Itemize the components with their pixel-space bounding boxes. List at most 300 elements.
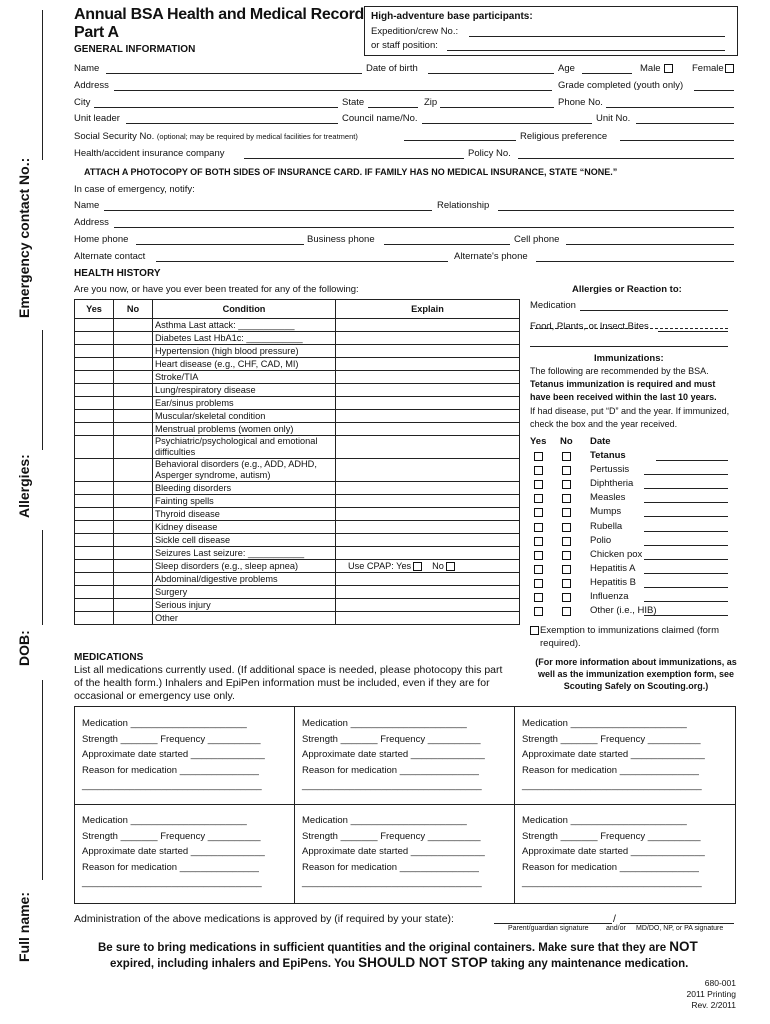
health-yes-cell[interactable] [75,459,114,482]
health-explain-cell[interactable] [336,459,520,482]
reason-label: Reason for medication [82,861,178,873]
male-label: Male [640,63,661,74]
imm-no-checkbox[interactable] [562,480,571,489]
emergency-name-field[interactable] [104,210,432,211]
frequency-field[interactable]: __________ [207,733,261,745]
alt-phone-field[interactable] [536,261,734,262]
approx-date-field[interactable]: ______________ [630,749,705,760]
frequency-field[interactable]: __________ [427,830,481,842]
imm-no-checkbox[interactable] [562,551,571,560]
imm-no-checkbox[interactable] [562,593,571,602]
reason-field[interactable]: _______________ [619,764,699,776]
reason-field-2[interactable]: __________________________________ [302,877,482,888]
medication-field[interactable]: ______________________ [130,815,247,826]
health-row [75,332,520,345]
strength-label: Strength [82,830,118,842]
immunizations-bold-1: Tetanus immunization is required and must [530,379,716,389]
strength-field[interactable]: _______ [340,830,378,842]
emergency-contact-line[interactable] [42,10,43,160]
health-yes-cell[interactable] [75,534,114,547]
strength-label: Strength [302,733,338,745]
imm-date-field[interactable] [644,559,728,560]
alt-phone-label: Alternate's phone [454,251,528,262]
imm-date-field[interactable] [656,460,728,461]
medication-field[interactable]: ______________________ [350,815,467,826]
health-yes-cell[interactable] [75,521,114,534]
health-explain-cell[interactable] [336,436,520,459]
age-field[interactable] [582,73,632,74]
health-row [75,319,520,332]
md-signature-field[interactable] [620,923,734,924]
health-no-cell[interactable] [114,547,153,560]
health-explain-cell[interactable] [336,410,520,423]
imm-col-yes: Yes [530,436,547,447]
health-yes-cell[interactable] [75,573,114,586]
insurance-notice: ATTACH A PHOTOCOPY OF BOTH SIDES OF INSURANCE CARD. IF FAMILY HAS NO MEDICAL INSURANCE, STATE “NONE.” [84,167,618,177]
health-explain-cell[interactable] [336,521,520,534]
health-row [75,410,520,423]
health-row [75,521,520,534]
health-yes-cell[interactable] [75,423,114,436]
exemption-checkbox[interactable] [530,626,539,635]
frequency-label: Frequency [160,830,206,842]
imm-name: Mumps [590,506,622,518]
exemption-label: Exemption to immunizations claimed (form required). [540,625,719,649]
address-field[interactable] [114,90,552,91]
allergies-line[interactable] [42,330,43,450]
zip-field[interactable] [440,107,554,108]
female-label: Female [692,63,724,74]
health-yes-cell[interactable] [75,436,114,459]
strength-label: Strength [522,830,558,842]
sidebar [16,0,42,1024]
imm-date-field[interactable] [644,474,728,475]
imm-no-checkbox[interactable] [562,508,571,517]
female-checkbox[interactable] [725,64,734,73]
allergy-medication-label: Medication [530,300,576,311]
reason-field-2[interactable]: __________________________________ [522,877,702,888]
imm-yes-checkbox[interactable] [534,508,543,517]
reason-field-2[interactable]: __________________________________ [82,877,262,888]
imm-no-checkbox[interactable] [562,565,571,574]
imm-name: Rubella [590,520,623,532]
health-row [75,612,520,625]
health-yes-cell[interactable] [75,345,114,358]
medication-entry [522,815,726,893]
grade-field[interactable] [694,90,734,91]
health-no-cell[interactable] [114,371,153,384]
phone-label: Phone No. [558,97,603,108]
frequency-label: Frequency [600,830,646,842]
health-condition: Abdominal/digestive problems [153,573,336,586]
imm-name: Other (i.e., HIB) [590,605,657,617]
health-no-cell[interactable] [114,521,153,534]
approval-slash: / [613,913,616,925]
health-no-cell[interactable] [114,534,153,547]
emergency-address-label: Address [74,217,109,228]
relationship-field[interactable] [498,210,734,211]
imm-date-field[interactable] [644,573,728,574]
home-phone-label: Home phone [74,234,129,245]
immunizations-bold-2: have been received within the last 10 years. [530,392,717,402]
imm-no-checkbox[interactable] [562,494,571,503]
health-explain-cell[interactable] [336,332,520,345]
medications-heading: MEDICATIONS [74,652,144,663]
allergies-label: Allergies: [16,454,32,518]
imm-date-field[interactable] [644,587,728,588]
health-yes-cell[interactable] [75,384,114,397]
council-label: Council name/No. [342,113,418,124]
cpap-no-label: No [432,560,444,571]
reason-label: Reason for medication [522,764,618,776]
footer-line-1: Be sure to bring medications in sufficient quantities and the original containers. Make sure that they are NOT [98,939,698,954]
approx-date-field[interactable]: ______________ [410,749,485,760]
reason-label: Reason for medication [82,764,178,776]
health-condition: Psychiatric/psychological and emotional difficulties [153,436,336,459]
health-no-cell[interactable] [114,410,153,423]
health-yes-cell[interactable] [75,371,114,384]
imm-date-field[interactable] [644,488,728,489]
health-no-cell[interactable] [114,573,153,586]
general-info-heading: GENERAL INFORMATION [74,44,196,55]
allergy-food-field[interactable] [658,331,728,332]
health-no-cell[interactable] [114,495,153,508]
imm-yes-checkbox[interactable] [534,551,543,560]
reason-field[interactable]: _______________ [179,861,259,873]
health-row [75,436,520,459]
cpap-yes-checkbox[interactable] [413,562,422,571]
health-no-cell[interactable] [114,332,153,345]
allergy-food-field-2[interactable] [530,346,728,347]
health-row [75,534,520,547]
health-row [75,560,520,573]
allergy-medication-field[interactable] [580,310,728,311]
name-field[interactable] [106,73,362,74]
imm-no-checkbox[interactable] [562,579,571,588]
health-explain-cell[interactable] [336,547,520,560]
staff-position-field[interactable] [447,50,725,51]
health-yes-cell[interactable] [75,612,114,625]
strength-field[interactable]: _______ [340,733,378,745]
health-explain-cell[interactable] [336,586,520,599]
health-no-cell[interactable] [114,508,153,521]
frequency-field[interactable]: __________ [647,830,701,842]
health-condition: Bleeding disorders [153,482,336,495]
health-yes-cell[interactable] [75,599,114,612]
parent-signature-label: Parent/guardian signature [508,925,589,932]
emergency-name-label: Name [74,200,100,211]
health-condition: Lung/respiratory disease [153,384,336,397]
health-yes-cell[interactable] [75,332,114,345]
health-yes-cell[interactable] [75,358,114,371]
health-row [75,384,520,397]
strength-label: Strength [82,733,118,745]
reason-field-2[interactable]: __________________________________ [82,780,262,791]
imm-name: Pertussis [590,464,630,476]
state-field[interactable] [368,107,418,108]
imm-date-field[interactable] [644,615,728,616]
dob-field[interactable] [428,73,554,74]
unit-no-label: Unit No. [596,113,631,124]
imm-no-checkbox[interactable] [562,466,571,475]
medication-entry [522,718,726,796]
phone-field[interactable] [606,107,734,108]
health-condition: Thyroid disease [153,508,336,521]
approx-date-field[interactable]: ______________ [190,749,265,760]
health-explain-cell[interactable] [336,482,520,495]
health-yes-cell[interactable] [75,547,114,560]
imm-no-checkbox[interactable] [562,523,571,532]
health-row [75,397,520,410]
imm-col-no: No [560,436,573,447]
medication-field[interactable]: ______________________ [570,815,687,826]
medication-label: Medication [302,718,348,729]
health-question: Are you now, or have you ever been treated for any of the following: [74,284,359,295]
imm-yes-checkbox[interactable] [534,480,543,489]
dob-field-label: Date of birth [366,63,418,74]
emergency-contact-label: Emergency contact No.: [16,157,32,318]
approx-date-label: Approximate date started [82,846,189,857]
health-no-cell[interactable] [114,397,153,410]
grade-label: Grade completed (youth only) [558,80,684,91]
health-condition: Behavioral disorders (e.g., ADD, ADHD, Asperger syndrome, autism) [153,459,336,482]
health-no-cell[interactable] [114,482,153,495]
strength-field[interactable]: _______ [120,830,158,842]
imm-date-field[interactable] [644,531,728,532]
health-condition: Ear/sinus problems [153,397,336,410]
policy-field[interactable] [518,158,734,159]
policy-label: Policy No. [468,148,511,159]
medication-entry [302,718,506,796]
medication-field[interactable]: ______________________ [130,718,247,729]
alt-contact-label: Alternate contact [74,251,146,262]
approx-date-field[interactable]: ______________ [190,846,265,857]
imm-date-field[interactable] [644,601,728,602]
health-condition: Menstrual problems (women only) [153,423,336,436]
health-condition: Seizures Last seizure: ___________ [153,547,336,560]
staff-position-label: or staff position: [371,40,438,51]
health-explain-cell[interactable] [336,612,520,625]
health-condition: Diabetes Last HbA1c: ___________ [153,332,336,345]
health-yes-cell[interactable] [75,410,114,423]
cell-phone-label: Cell phone [514,234,560,245]
strength-field[interactable]: _______ [560,733,598,745]
form-title: Annual BSA Health and Medical Record [74,6,364,23]
reason-label: Reason for medication [522,861,618,873]
health-no-cell[interactable] [114,436,153,459]
home-phone-field[interactable] [136,244,304,245]
strength-field[interactable]: _______ [560,830,598,842]
imm-yes-checkbox[interactable] [534,452,543,461]
health-yes-cell[interactable] [75,586,114,599]
full-name-line[interactable] [42,680,43,880]
cpap-label: Use CPAP: Yes [348,560,412,571]
immunizations-intro: The following are recommended by the BSA. [530,366,709,376]
health-explain-cell[interactable] [336,384,520,397]
expedition-label: Expedition/crew No.: [371,26,459,37]
health-no-cell[interactable] [114,599,153,612]
insurance-label: Health/accident insurance company [74,148,225,159]
unit-no-field[interactable] [636,123,734,124]
health-yes-cell[interactable] [75,560,114,573]
health-explain-cell[interactable] [336,397,520,410]
full-name-label: Full name: [16,891,32,962]
insurance-field[interactable] [244,158,464,159]
health-yes-cell[interactable] [75,482,114,495]
revision: Rev. 2/2011 [691,1000,736,1010]
frequency-label: Frequency [380,830,426,842]
council-field[interactable] [422,123,592,124]
approx-date-field[interactable]: ______________ [410,846,485,857]
health-yes-cell[interactable] [75,319,114,332]
health-explain-cell[interactable] [336,358,520,371]
emergency-intro: In case of emergency, notify: [74,184,195,195]
religious-field[interactable] [620,140,734,141]
health-row [75,371,520,384]
medication-field[interactable]: ______________________ [350,718,467,729]
health-explain-cell[interactable] [336,319,520,332]
imm-name: Chicken pox [590,548,643,560]
medication-label: Medication [302,815,348,826]
imm-name: Measles [590,492,626,504]
ssn-label: Social Security No. (optional; may be required by medical facilities for treatment) [74,131,358,142]
imm-name: Diphtheria [590,478,634,490]
health-no-cell[interactable] [114,560,153,573]
allergies-heading: Allergies or Reaction to: [572,284,682,295]
form-number: 680-001 [704,978,736,988]
religious-label: Religious preference [520,131,608,142]
imm-yes-checkbox[interactable] [534,537,543,546]
health-explain-cell[interactable] [336,573,520,586]
health-explain-cell[interactable] [336,423,520,436]
health-condition: Stroke/TIA [153,371,336,384]
health-explain-cell[interactable] [336,560,520,573]
strength-field[interactable]: _______ [120,733,158,745]
imm-yes-checkbox[interactable] [534,593,543,602]
health-condition: Surgery [153,586,336,599]
col-no: No [114,300,153,319]
imm-yes-checkbox[interactable] [534,579,543,588]
health-yes-cell[interactable] [75,495,114,508]
cell-phone-field[interactable] [566,244,734,245]
dob-line[interactable] [42,530,43,625]
frequency-field[interactable]: __________ [647,733,701,745]
city-field[interactable] [94,107,338,108]
med-grid-divider-1 [294,707,295,903]
frequency-label: Frequency [600,733,646,745]
col-yes: Yes [75,300,114,319]
health-condition: Serious injury [153,599,336,612]
imm-date-field[interactable] [644,516,728,517]
health-history-heading: HEALTH HISTORY [74,268,161,279]
imm-date-field[interactable] [644,502,728,503]
alt-contact-field[interactable] [156,261,448,262]
imm-no-checkbox[interactable] [562,607,571,616]
approval-text: Administration of the above medications is approved by (if required by your state): [74,913,454,925]
health-no-cell[interactable] [114,459,153,482]
business-phone-label: Business phone [307,234,375,245]
imm-date-field[interactable] [644,545,728,546]
health-row [75,495,520,508]
form-part: Part A [74,24,119,41]
imm-name: Tetanus [590,450,626,461]
address-label: Address [74,80,109,91]
frequency-label: Frequency [380,733,426,745]
emergency-address-field[interactable] [114,227,734,228]
health-row [75,423,520,436]
health-explain-cell[interactable] [336,508,520,521]
imm-yes-checkbox[interactable] [534,466,543,475]
health-row [75,573,520,586]
reason-field[interactable]: _______________ [179,764,259,776]
health-explain-cell[interactable] [336,534,520,547]
health-condition: Sleep disorders (e.g., sleep apnea) [153,560,336,573]
reason-field[interactable]: _______________ [399,861,479,873]
imm-name: Influenza [590,591,629,602]
frequency-field[interactable]: __________ [207,830,261,842]
health-condition: Hypertension (high blood pressure) [153,345,336,358]
high-adventure-box [364,6,738,56]
health-row [75,547,520,560]
reason-field[interactable]: _______________ [399,764,479,776]
approx-date-field[interactable]: ______________ [630,846,705,857]
health-no-cell[interactable] [114,319,153,332]
strength-label: Strength [302,830,338,842]
health-no-cell[interactable] [114,612,153,625]
health-row [75,459,520,482]
health-explain-cell[interactable] [336,345,520,358]
allergy-food-label: Food, Plants, or Insect Bites [530,321,649,332]
health-yes-cell[interactable] [75,508,114,521]
health-yes-cell[interactable] [75,397,114,410]
health-no-cell[interactable] [114,384,153,397]
health-no-cell[interactable] [114,423,153,436]
male-checkbox[interactable] [664,64,673,73]
health-explain-cell[interactable] [336,371,520,384]
reason-field-2[interactable]: __________________________________ [522,780,702,791]
health-no-cell[interactable] [114,586,153,599]
health-no-cell[interactable] [114,345,153,358]
health-explain-cell[interactable] [336,495,520,508]
immunizations-tail: If had disease, put “D” and the year. If immunized, check the box and the year received. [530,406,730,429]
parent-signature-field[interactable] [494,923,612,924]
and-or-label: and/or [606,925,626,932]
col-condition: Condition [153,300,336,319]
imm-yes-checkbox[interactable] [534,565,543,574]
imm-no-checkbox[interactable] [562,452,571,461]
medication-label: Medication [522,815,568,826]
medication-field[interactable]: ______________________ [570,718,687,729]
imm-no-checkbox[interactable] [562,537,571,546]
imm-yes-checkbox[interactable] [534,523,543,532]
strength-label: Strength [522,733,558,745]
reason-field[interactable]: _______________ [619,861,699,873]
expedition-field[interactable] [469,36,725,37]
health-no-cell[interactable] [114,358,153,371]
imm-yes-checkbox[interactable] [534,494,543,503]
ssn-field[interactable] [404,140,516,141]
cpap-no-checkbox[interactable] [446,562,455,571]
health-condition: Muscular/skeletal condition [153,410,336,423]
health-explain-cell[interactable] [336,599,520,612]
high-adventure-heading: High-adventure base participants: [371,11,533,22]
unit-leader-field[interactable] [126,123,338,124]
reason-field-2[interactable]: __________________________________ [302,780,482,791]
med-grid-divider-2 [514,707,515,903]
frequency-field[interactable]: __________ [427,733,481,745]
business-phone-field[interactable] [384,244,510,245]
imm-yes-checkbox[interactable] [534,607,543,616]
